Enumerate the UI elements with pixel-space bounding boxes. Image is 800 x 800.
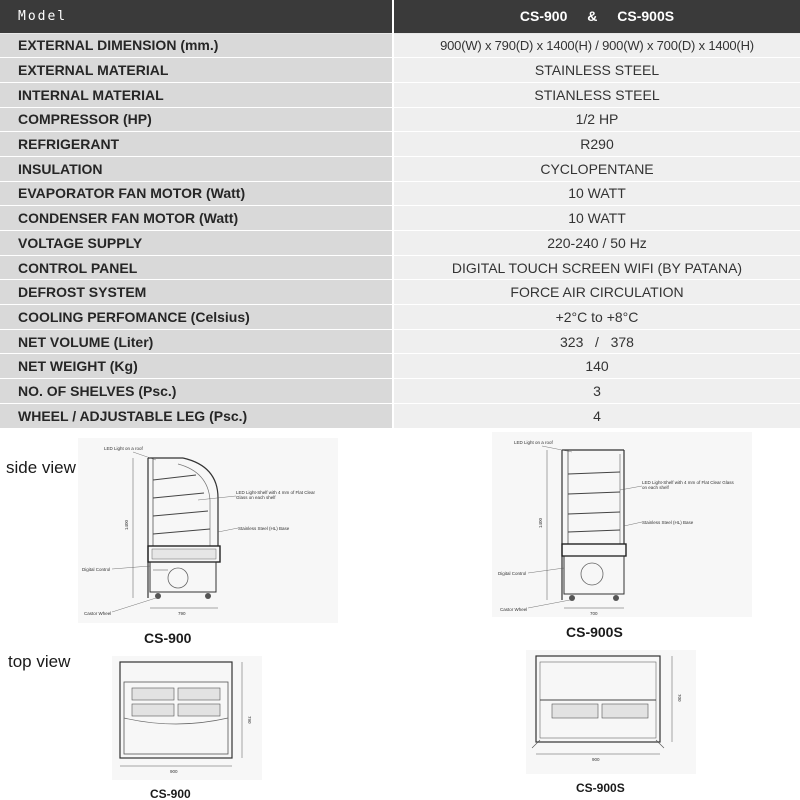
spec-value: STAINLESS STEEL	[393, 58, 800, 83]
spec-label: CONDENSER FAN MOTOR (Watt)	[0, 206, 393, 231]
table-row	[0, 354, 800, 379]
table-row	[0, 156, 800, 181]
spec-label: INSULATION	[0, 156, 393, 181]
spec-label: NO. OF SHELVES (Psc.)	[0, 379, 393, 404]
callout-led-shelf-right: LED Light-Shelf with 4 mm of Flat Clear Glass on each shelf	[642, 480, 734, 490]
table-row	[0, 206, 800, 231]
top-view-label: top view	[8, 652, 71, 671]
table-row	[0, 181, 800, 206]
spec-value: R290	[393, 132, 800, 157]
top-dim-depth-right: 700	[677, 694, 682, 702]
table-row	[0, 58, 800, 83]
spec-label: REFRIGERANT	[0, 132, 393, 157]
model-header-label: Model	[0, 0, 393, 33]
side-caption-cs900s: CS-900S	[566, 624, 623, 640]
top-view-drawing-cs900s	[526, 650, 696, 774]
table-row	[0, 132, 800, 157]
table-row	[0, 305, 800, 330]
top-caption-cs900: CS-900	[150, 787, 191, 800]
table-row	[0, 231, 800, 256]
spec-value: FORCE AIR CIRCULATION	[393, 280, 800, 305]
top-dim-width-right: 900	[592, 757, 600, 762]
spec-table-body	[0, 33, 800, 428]
top-dim-width-left: 900	[170, 769, 178, 774]
callout-led-shelf-left: LED Light-Shelf with 4 mm of Flat Clear Glass on each shelf	[236, 490, 316, 500]
spec-label: NET VOLUME (Liter)	[0, 329, 393, 354]
spec-value: +2°C to +8°C	[393, 305, 800, 330]
spec-label: WHEEL / ADJUSTABLE LEG (Psc.)	[0, 403, 393, 428]
callout-base-right: Stainless Steel (HL) Base	[642, 520, 694, 525]
top-caption-cs900s: CS-900S	[576, 781, 625, 795]
callout-base-left: Stainless Steel (HL) Base	[238, 526, 290, 531]
spec-label: VOLTAGE SUPPLY	[0, 231, 393, 256]
spec-label: COMPRESSOR (HP)	[0, 107, 393, 132]
table-row	[0, 107, 800, 132]
spec-value: DIGITAL TOUCH SCREEN WIFI (BY PATANA)	[393, 255, 800, 280]
spec-label: EVAPORATOR FAN MOTOR (Watt)	[0, 181, 393, 206]
spec-value: 220-240 / 50 Hz	[393, 231, 800, 256]
spec-value: 4	[393, 403, 800, 428]
top-dim-depth-left: 790	[247, 716, 252, 724]
callout-digital-control-right: Digital Control	[498, 571, 527, 576]
spec-value: 323 / 378	[393, 329, 800, 354]
callout-castor-wheel-left: Castor Wheel	[84, 611, 112, 616]
dim-depth-left: 790	[178, 611, 186, 616]
spec-label: DEFROST SYSTEM	[0, 280, 393, 305]
spec-value: 3	[393, 379, 800, 404]
spec-value: CYCLOPENTANE	[393, 156, 800, 181]
table-row	[0, 33, 800, 58]
top-view-drawing-cs900	[112, 656, 262, 780]
spec-label: COOLING PERFOMANCE (Celsius)	[0, 305, 393, 330]
spec-label: EXTERNAL DIMENSION (mm.)	[0, 33, 393, 58]
spec-value: 900(W) x 790(D) x 1400(H) / 900(W) x 700(D) x 1400(H)	[393, 33, 800, 58]
table-header-row	[0, 0, 800, 33]
spec-value: 1/2 HP	[393, 107, 800, 132]
spec-value: STIANLESS STEEL	[393, 82, 800, 107]
table-row	[0, 379, 800, 404]
side-view-drawing-cs900	[78, 438, 338, 623]
side-view-label: side view	[6, 458, 76, 477]
spec-label: EXTERNAL MATERIAL	[0, 58, 393, 83]
model-header-value: CS-900 & CS-900S	[393, 0, 800, 33]
callout-castor-wheel-right: Castor Wheel	[500, 607, 528, 612]
dim-height-right: 1400	[538, 517, 543, 528]
spec-value: 140	[393, 354, 800, 379]
dim-depth-right: 700	[590, 611, 598, 616]
callout-led-roof-left: LED Light on a roof	[104, 446, 143, 451]
spec-value: 10 WATT	[393, 206, 800, 231]
spec-label: NET WEIGHT (Kg)	[0, 354, 393, 379]
table-row	[0, 403, 800, 428]
table-row	[0, 280, 800, 305]
side-caption-cs900: CS-900	[144, 630, 192, 646]
side-view-drawing-cs900s	[492, 432, 752, 617]
spec-label: INTERNAL MATERIAL	[0, 82, 393, 107]
callout-led-roof-right: LED Light on a roof	[514, 440, 553, 445]
dim-height-left: 1400	[124, 519, 129, 530]
table-row	[0, 255, 800, 280]
spec-label: CONTROL PANEL	[0, 255, 393, 280]
table-row	[0, 82, 800, 107]
table-row	[0, 329, 800, 354]
spec-value: 10 WATT	[393, 181, 800, 206]
callout-digital-control-left: Digital Control	[82, 567, 111, 572]
